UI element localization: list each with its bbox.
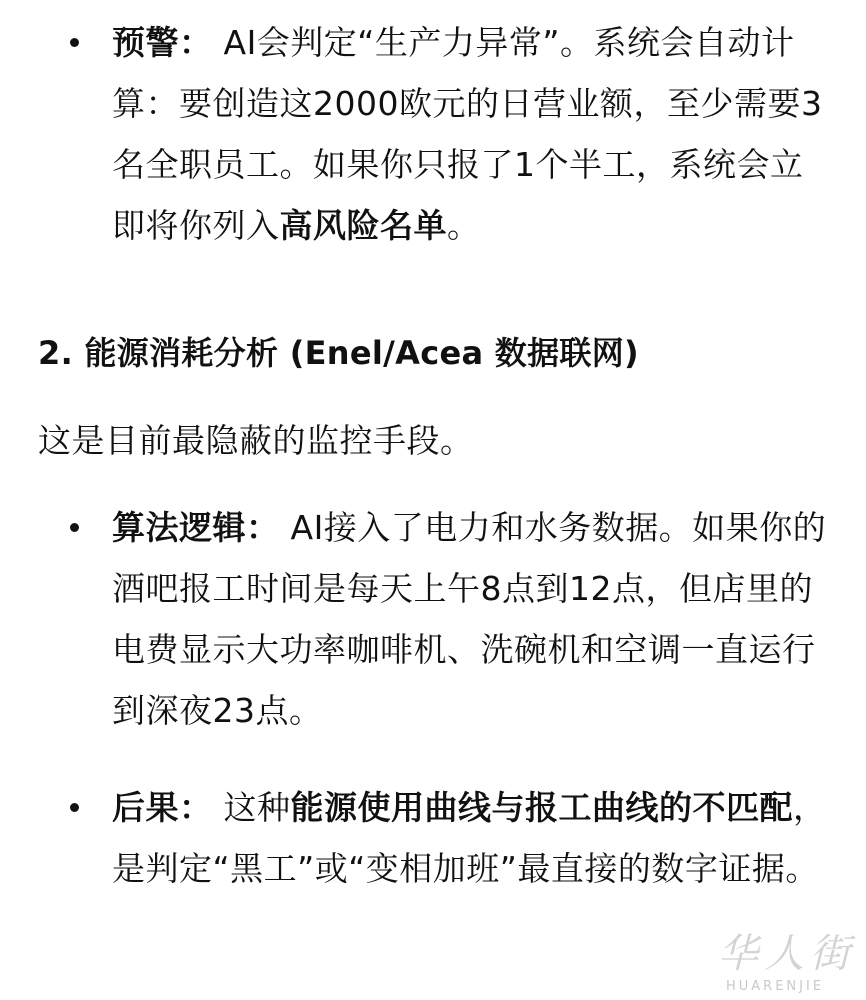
consequence-highlight: 能源使用曲线与报工曲线的不匹配 (290, 788, 793, 827)
consequence-text-end: ，是判定“黑工”或“变相加班”最直接的数字证据。 (112, 788, 827, 888)
list-item-consequence (0, 777, 866, 899)
watermark-latin: HUARENJIE (726, 979, 825, 994)
algorithm-text: AI接入了电力和水务数据。如果你的酒吧报工时间是每天上午8点到12点，但店里的电费显示大功率咖啡机、洗碗机和空调一直运行到深夜23点。 (112, 508, 827, 730)
list-item-warning (0, 12, 866, 256)
section-heading: 2. 能源消耗分析 (Enel/Acea 数据联网) (38, 334, 639, 372)
warning-label: 预警： (112, 23, 213, 62)
consequence-label: 后果： (112, 788, 213, 827)
warning-highlight: 高风险名单 (279, 206, 447, 245)
list-item-algorithm (0, 497, 866, 741)
warning-text: AI会判定“生产力异常”。系统会自动计算：要创造这2000欧元的日营业额，至少需要3名全职员工。如果你只报了1个半工，系统会立即将你列入 (112, 23, 823, 245)
bullet-icon (70, 803, 79, 812)
warning-text-end: 。 (447, 206, 481, 245)
watermark-script: 华人街 (718, 931, 856, 977)
section-intro: 这是目前最隐蔽的监控手段。 (38, 421, 474, 460)
bullet-icon (70, 523, 79, 532)
algorithm-label: 算法逻辑： (112, 508, 280, 547)
consequence-text: 这种 (212, 788, 291, 827)
bullet-icon (70, 38, 79, 47)
watermark-logo (718, 922, 858, 994)
